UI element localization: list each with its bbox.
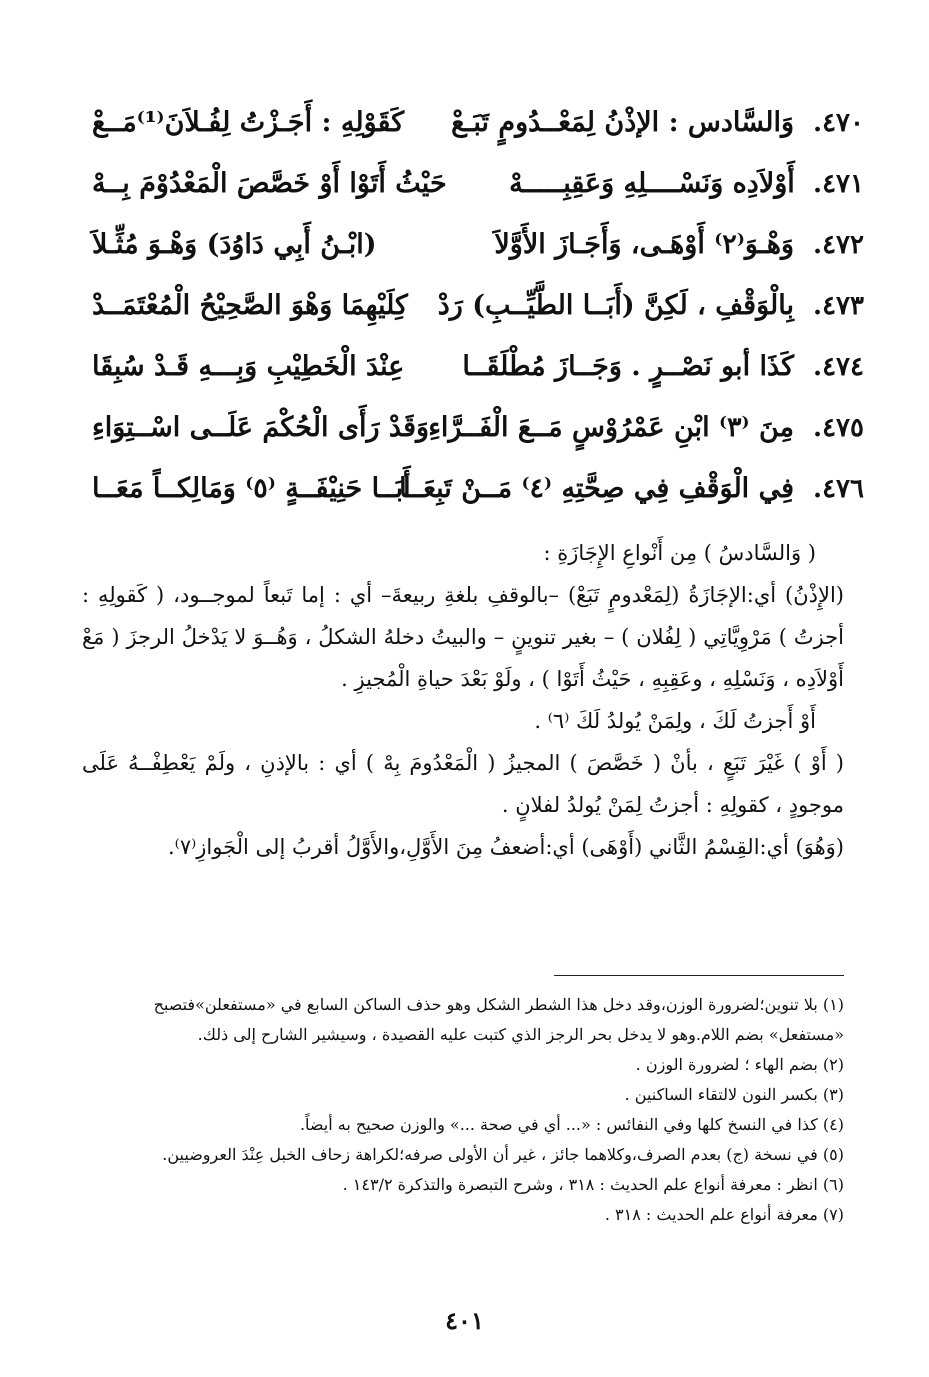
verse-row — [92, 214, 864, 275]
verse-row — [92, 336, 864, 397]
verse-first-hemistich: فِي الْوَقْفِ فِي صِحَّتِهِ ⁽٤⁾ مَــنْ تَبِعَــا — [399, 473, 794, 504]
verse-number: ٤٧٦. — [813, 473, 864, 504]
verse-first-hemistich: كَذَا أبو نَصْــرٍ . وَجَــازَ مُطْلَقَــا — [462, 351, 794, 382]
commentary-heading: ( وَالسَّادسُ ) مِن أَنْواعِ الإِجَازَةِ : — [543, 541, 816, 565]
footnotes-section — [84, 990, 844, 1230]
commentary-paragraph: أَوْ أَجزتُ لَكَ ، ولِمَنْ يُولدُ لَكَ ⁽٦⁾ . — [534, 709, 816, 733]
verse-row — [92, 397, 864, 458]
commentary-paragraph: ( أَوْ ) غَيْرَ تَبَعٍ ، بأنْ ( خَصَّصَ ) المجيزُ ( الْمَعْدُومَ بِهْ ) أي : بالإذنِ ، ولَمْ يَعْطِفْــهُ عَلَى موجودٍ ، كقولِهِ : أجزتُ لِمَنْ يُولدُ لفلانٍ . — [82, 751, 844, 817]
verse-second-hemistich: (ابْـنُ أَبِي دَاوُدَ) وَهْـوَ مُثِّـلاَ — [92, 229, 377, 260]
verse-second-hemistich: حَيْثُ أَتَوْا أَوْ خَصَّصَ الْمَعْدُوْمَ بِــهْ — [92, 168, 447, 199]
verse-first-hemistich: مِنَ ⁽٣⁾ ابْنِ عَمْرُوْسٍ مَــعَ الْفَــرَّاءِ — [428, 412, 794, 443]
footnote: (٢) بضم الهاء ؛ لضرورة الوزن . — [635, 1055, 844, 1074]
commentary-section — [82, 532, 844, 868]
verse-first-hemistich: وَالسَّادس : الإذْنُ لِمَعْــدُومٍ تَبَـعْ — [451, 107, 794, 138]
footnote: (٥) في نسخة (ج) بعدم الصرف،وكلاهما جائز ، غير أن الأولى صرفه؛لكراهة زحاف الخبل عِنْدَ العروضيين. — [162, 1145, 844, 1164]
page-number: ٤٠١ — [445, 1306, 484, 1335]
verse-second-hemistich: وَقَدْ رَأَى الْحُكْمَ عَلَــى اسْــتِوَاءِ — [92, 412, 430, 443]
verse-number: ٤٧٥. — [813, 412, 864, 443]
verse-table — [92, 92, 864, 519]
footnote-divider — [554, 975, 844, 976]
commentary-paragraph: (وَهُوَ) أي:القِسْمُ الثَّاني (أَوْهَى) أي:أضعفُ مِنَ الأَوَّلِ،والأَوَّلُ أقربُ إلى الْجَوازِ⁽٧⁾. — [167, 835, 844, 859]
footnote: (٦) انظر : معرفة أنواع علم الحديث : ٣١٨ ، وشرح التبصرة والتذكرة ١٤٣/٢ . — [342, 1175, 844, 1194]
footnote: (٧) معرفة أنواع علم الحديث : ٣١٨ . — [604, 1205, 844, 1224]
verse-second-hemistich: أَبَــا حَنِيْفَــةٍ ⁽٥⁾ وَمَالِكــاً مَعَــا — [92, 473, 411, 504]
verse-first-hemistich: وَهْـوَ⁽٢⁾ أَوْهَـى، وَأَجَـازَ الأَوَّلاَ — [494, 229, 794, 260]
verse-number: ٤٧١. — [813, 168, 864, 199]
verse-row — [92, 458, 864, 519]
verse-first-hemistich: بِالْوَقْفِ ، لَكِنَّ (أَبَــا الطَّيِّــبِ) رَدْ — [437, 290, 794, 321]
footnote: (٤) كذا في النسخ كلها وفي النفائس : «... أي في صحة ...» والوزن صحيح به أيضاً. — [299, 1115, 844, 1134]
verse-second-hemistich: كِلَيْهِمَا وَهْوَ الصَّحِيْحُ الْمُعْتَمَــدْ — [92, 290, 408, 321]
verse-second-hemistich: كَقَوْلِهِ : أَجَـزْتُ لِفُـلاَنَ⁽¹⁾مَــعْ — [92, 107, 405, 138]
verse-row — [92, 275, 864, 336]
verse-second-hemistich: عِنْدَ الْخَطِيْبِ وَبِـــهِ قَـدْ سُبِقَا — [92, 351, 405, 382]
verse-number: ٤٧٤. — [813, 351, 864, 382]
commentary-paragraph: (الإِذْنُ) أي:الإجَازَةُ (لِمَعْدومٍ تَبَعْ) –بالوقفِ بلغةِ ربيعةَ– أي : إما تَبعاً لموجــود، ( كَقولِهِ : أجزتُ ) مَرْوِيَّاتِي ( لِفُلان ) – بغير تنوينٍ – والبيتُ دخلهُ الشكلُ ، وَهُــوَ لا يَدْخلُ الرجزَ ( مَعْ أَوْلاَدِه ، وَنَسْلِهِ ، وعَقِبِهِ ، حَيْثُ أَتَوْا ) ، ولَوْ بَعْدَ حياةِ الْمُجيزِ . — [82, 583, 844, 691]
verse-number: ٤٧٢. — [813, 229, 864, 260]
footnote: (٣) بكسر النون لالتقاء الساكنين . — [624, 1085, 844, 1104]
verse-row — [92, 92, 864, 153]
verse-row — [92, 153, 864, 214]
verse-first-hemistich: أَوْلاَدِه وَنَسْــــلِهِ وَعَقِبِـــــهْ — [509, 168, 795, 199]
verse-number: ٤٧٣. — [813, 290, 864, 321]
verse-number: ٤٧٠. — [813, 107, 864, 138]
footnote: (١) بلا تنوين؛لضرورة الوزن،وقد دخل هذا الشطر الشكل وهو حذف الساكن السابع في «مستفعلن»فتصبح «مستفعل» بضم اللام.وهو لا يدخل بحر الرجز الذي كتبت عليه القصيدة ، وسيشير الشارح إلى ذلك. — [153, 995, 844, 1044]
